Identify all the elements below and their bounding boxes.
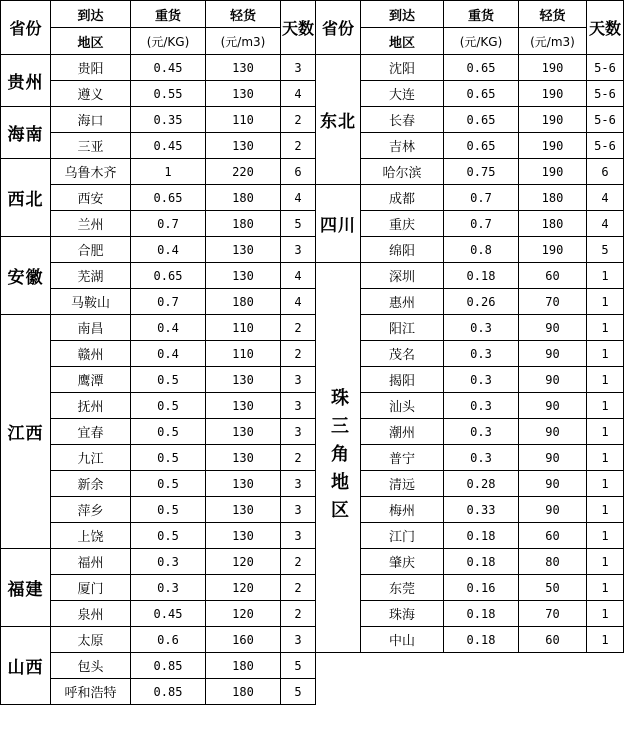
right-city-cell: 珠海 xyxy=(361,601,444,627)
table-body xyxy=(1,1,624,705)
right-city-cell: 揭阳 xyxy=(361,367,444,393)
right-days-cell: 5-6 xyxy=(587,107,624,133)
left-days-cell: 2 xyxy=(281,133,316,159)
left-heavy-rate-cell: 0.4 xyxy=(131,315,206,341)
left-light-rate-cell: 180 xyxy=(206,289,281,315)
left-destination-header: 到达 xyxy=(51,1,131,28)
right-province-header: 省份 xyxy=(316,1,361,55)
left-light-rate-cell: 130 xyxy=(206,471,281,497)
left-days-cell: 2 xyxy=(281,601,316,627)
right-city-cell: 成都 xyxy=(361,185,444,211)
left-heavy-rate-cell: 0.55 xyxy=(131,81,206,107)
right-heavy-rate-cell: 0.65 xyxy=(444,81,519,107)
right-city-cell: 吉林 xyxy=(361,133,444,159)
left-days-cell: 2 xyxy=(281,445,316,471)
left-light-rate-cell: 120 xyxy=(206,601,281,627)
right-light-rate-cell: 90 xyxy=(519,419,587,445)
table-row xyxy=(1,575,624,601)
left-days-cell: 5 xyxy=(281,679,316,705)
left-heavy-rate-cell: 0.65 xyxy=(131,263,206,289)
table-row xyxy=(1,133,624,159)
left-days-cell: 6 xyxy=(281,159,316,185)
right-light-rate-cell: 180 xyxy=(519,185,587,211)
right-heavy-rate-cell: 0.16 xyxy=(444,575,519,601)
left-light-rate-cell: 110 xyxy=(206,107,281,133)
left-city-cell: 呼和浩特 xyxy=(51,679,131,705)
left-heavy-rate-cell: 0.65 xyxy=(131,185,206,211)
right-days-cell: 5-6 xyxy=(587,55,624,81)
right-heavy-rate-cell: 0.28 xyxy=(444,471,519,497)
right-city-cell: 重庆 xyxy=(361,211,444,237)
right-heavy-rate-cell: 0.18 xyxy=(444,601,519,627)
left-city-cell: 南昌 xyxy=(51,315,131,341)
right-heavy-rate-cell: 0.26 xyxy=(444,289,519,315)
table-row xyxy=(1,81,624,107)
right-light-rate-cell: 190 xyxy=(519,133,587,159)
left-light-rate-cell: 180 xyxy=(206,653,281,679)
left-city-cell: 芜湖 xyxy=(51,263,131,289)
right-city-cell: 普宁 xyxy=(361,445,444,471)
right-light-rate-cell: 190 xyxy=(519,237,587,263)
right-days-cell: 1 xyxy=(587,497,624,523)
right-light-rate-cell: 90 xyxy=(519,315,587,341)
table-row xyxy=(1,445,624,471)
right-city-cell: 清远 xyxy=(361,471,444,497)
right-days-cell: 1 xyxy=(587,627,624,653)
left-days-cell: 3 xyxy=(281,471,316,497)
table-row xyxy=(1,185,624,211)
right-heavy-unit: (元/KG) xyxy=(444,28,519,55)
right-city-cell: 深圳 xyxy=(361,263,444,289)
right-light-rate-cell: 90 xyxy=(519,341,587,367)
right-days-cell: 1 xyxy=(587,523,624,549)
table-row xyxy=(1,107,624,133)
left-heavy-rate-cell: 0.7 xyxy=(131,289,206,315)
left-city-cell: 兰州 xyxy=(51,211,131,237)
right-light-unit: (元/m3) xyxy=(519,28,587,55)
left-light-rate-cell: 160 xyxy=(206,627,281,653)
right-city-cell: 梅州 xyxy=(361,497,444,523)
right-city-cell: 惠州 xyxy=(361,289,444,315)
right-heavy-rate-cell: 0.65 xyxy=(444,107,519,133)
table-row xyxy=(1,601,624,627)
table-row xyxy=(1,263,624,289)
left-days-cell: 3 xyxy=(281,497,316,523)
left-days-cell: 3 xyxy=(281,55,316,81)
table-row xyxy=(1,627,624,653)
right-light-rate-cell: 60 xyxy=(519,263,587,289)
left-light-rate-cell: 130 xyxy=(206,393,281,419)
right-city-cell: 潮州 xyxy=(361,419,444,445)
left-city-cell: 太原 xyxy=(51,627,131,653)
left-province-cell: 福建 xyxy=(1,549,51,627)
left-heavy-rate-cell: 0.5 xyxy=(131,471,206,497)
table-row xyxy=(1,55,624,81)
left-light-header: 轻货 xyxy=(206,1,281,28)
right-light-rate-cell: 90 xyxy=(519,471,587,497)
right-destination-header: 到达 xyxy=(361,1,444,28)
right-empty-area xyxy=(316,653,624,705)
left-heavy-rate-cell: 0.45 xyxy=(131,133,206,159)
left-light-rate-cell: 220 xyxy=(206,159,281,185)
right-city-cell: 大连 xyxy=(361,81,444,107)
left-light-rate-cell: 130 xyxy=(206,263,281,289)
right-city-cell: 肇庆 xyxy=(361,549,444,575)
right-days-cell: 4 xyxy=(587,211,624,237)
left-days-cell: 2 xyxy=(281,315,316,341)
left-light-rate-cell: 130 xyxy=(206,237,281,263)
right-days-cell: 5 xyxy=(587,237,624,263)
table-row xyxy=(1,653,624,679)
left-city-cell: 新余 xyxy=(51,471,131,497)
left-days-cell: 2 xyxy=(281,549,316,575)
left-province-header: 省份 xyxy=(1,1,51,55)
left-city-cell: 遵义 xyxy=(51,81,131,107)
left-heavy-rate-cell: 0.5 xyxy=(131,523,206,549)
left-light-rate-cell: 130 xyxy=(206,419,281,445)
right-light-rate-cell: 90 xyxy=(519,445,587,471)
right-heavy-rate-cell: 0.3 xyxy=(444,367,519,393)
left-city-cell: 鹰潭 xyxy=(51,367,131,393)
table-row xyxy=(1,289,624,315)
left-heavy-rate-cell: 0.5 xyxy=(131,497,206,523)
left-province-cell: 山西 xyxy=(1,627,51,705)
table-row xyxy=(1,341,624,367)
right-days-cell: 1 xyxy=(587,601,624,627)
right-heavy-rate-cell: 0.3 xyxy=(444,445,519,471)
right-light-rate-cell: 190 xyxy=(519,55,587,81)
left-province-cell: 安徽 xyxy=(1,237,51,315)
left-days-cell: 4 xyxy=(281,263,316,289)
left-days-cell: 2 xyxy=(281,107,316,133)
right-days-cell: 4 xyxy=(587,185,624,211)
right-heavy-rate-cell: 0.65 xyxy=(444,133,519,159)
left-light-rate-cell: 180 xyxy=(206,679,281,705)
table-row xyxy=(1,367,624,393)
left-heavy-rate-cell: 0.5 xyxy=(131,419,206,445)
right-days-cell: 1 xyxy=(587,367,624,393)
header-row xyxy=(1,1,624,28)
left-days-cell: 4 xyxy=(281,81,316,107)
right-light-header: 轻货 xyxy=(519,1,587,28)
left-heavy-rate-cell: 0.4 xyxy=(131,237,206,263)
left-light-rate-cell: 130 xyxy=(206,55,281,81)
left-city-cell: 贵阳 xyxy=(51,55,131,81)
left-heavy-rate-cell: 0.7 xyxy=(131,211,206,237)
left-light-rate-cell: 130 xyxy=(206,133,281,159)
left-heavy-rate-cell: 0.3 xyxy=(131,575,206,601)
right-days-cell: 1 xyxy=(587,263,624,289)
table-row xyxy=(1,237,624,263)
left-heavy-rate-cell: 1 xyxy=(131,159,206,185)
right-city-cell: 江门 xyxy=(361,523,444,549)
right-days-cell: 1 xyxy=(587,341,624,367)
right-heavy-rate-cell: 0.7 xyxy=(444,185,519,211)
left-light-rate-cell: 130 xyxy=(206,497,281,523)
right-city-cell: 茂名 xyxy=(361,341,444,367)
right-light-rate-cell: 190 xyxy=(519,107,587,133)
left-light-rate-cell: 180 xyxy=(206,185,281,211)
right-heavy-rate-cell: 0.75 xyxy=(444,159,519,185)
left-city-cell: 上饶 xyxy=(51,523,131,549)
right-light-rate-cell: 60 xyxy=(519,627,587,653)
right-days-cell: 1 xyxy=(587,315,624,341)
left-heavy-rate-cell: 0.5 xyxy=(131,445,206,471)
right-heavy-rate-cell: 0.3 xyxy=(444,419,519,445)
right-heavy-rate-cell: 0.33 xyxy=(444,497,519,523)
right-province-cell: 东北 xyxy=(316,55,361,185)
left-light-rate-cell: 180 xyxy=(206,211,281,237)
left-days-cell: 5 xyxy=(281,211,316,237)
right-light-rate-cell: 190 xyxy=(519,81,587,107)
right-city-cell: 绵阳 xyxy=(361,237,444,263)
left-heavy-rate-cell: 0.4 xyxy=(131,341,206,367)
left-days-cell: 3 xyxy=(281,523,316,549)
left-light-rate-cell: 130 xyxy=(206,81,281,107)
right-heavy-rate-cell: 0.18 xyxy=(444,627,519,653)
right-light-rate-cell: 70 xyxy=(519,289,587,315)
left-city-cell: 宜春 xyxy=(51,419,131,445)
left-province-cell: 江西 xyxy=(1,315,51,549)
left-days-cell: 4 xyxy=(281,185,316,211)
left-days-cell: 3 xyxy=(281,627,316,653)
left-light-rate-cell: 110 xyxy=(206,341,281,367)
right-heavy-rate-cell: 0.18 xyxy=(444,263,519,289)
left-heavy-rate-cell: 0.45 xyxy=(131,55,206,81)
left-province-cell: 西北 xyxy=(1,159,51,237)
left-heavy-rate-cell: 0.6 xyxy=(131,627,206,653)
left-light-rate-cell: 130 xyxy=(206,367,281,393)
right-city-cell: 中山 xyxy=(361,627,444,653)
table-row xyxy=(1,523,624,549)
right-days-cell: 1 xyxy=(587,575,624,601)
right-days-cell: 1 xyxy=(587,471,624,497)
left-heavy-rate-cell: 0.45 xyxy=(131,601,206,627)
right-heavy-rate-cell: 0.3 xyxy=(444,315,519,341)
left-city-cell: 合肥 xyxy=(51,237,131,263)
left-city-cell: 厦门 xyxy=(51,575,131,601)
right-city-cell: 汕头 xyxy=(361,393,444,419)
table-row xyxy=(1,471,624,497)
right-days-cell: 1 xyxy=(587,393,624,419)
right-days-header: 天数 xyxy=(587,1,624,55)
right-heavy-rate-cell: 0.3 xyxy=(444,341,519,367)
left-city-cell: 泉州 xyxy=(51,601,131,627)
left-city-cell: 乌鲁木齐 xyxy=(51,159,131,185)
left-city-cell: 马鞍山 xyxy=(51,289,131,315)
left-days-cell: 3 xyxy=(281,367,316,393)
right-heavy-rate-cell: 0.18 xyxy=(444,549,519,575)
right-days-cell: 1 xyxy=(587,289,624,315)
left-province-cell: 贵州 xyxy=(1,55,51,107)
left-city-cell: 海口 xyxy=(51,107,131,133)
right-province-cell: 四川 xyxy=(316,185,361,263)
left-days-cell: 2 xyxy=(281,575,316,601)
right-days-cell: 1 xyxy=(587,549,624,575)
left-city-cell: 三亚 xyxy=(51,133,131,159)
right-province-cell: 珠三角地区 xyxy=(316,263,361,653)
left-heavy-rate-cell: 0.3 xyxy=(131,549,206,575)
left-city-cell: 萍乡 xyxy=(51,497,131,523)
left-city-cell: 福州 xyxy=(51,549,131,575)
table-row xyxy=(1,393,624,419)
right-heavy-rate-cell: 0.65 xyxy=(444,55,519,81)
right-days-cell: 6 xyxy=(587,159,624,185)
table-row xyxy=(1,211,624,237)
left-days-header: 天数 xyxy=(281,1,316,55)
left-light-rate-cell: 130 xyxy=(206,523,281,549)
right-heavy-rate-cell: 0.3 xyxy=(444,393,519,419)
table-row xyxy=(1,419,624,445)
left-days-cell: 4 xyxy=(281,289,316,315)
right-days-cell: 5-6 xyxy=(587,81,624,107)
right-days-cell: 1 xyxy=(587,445,624,471)
right-light-rate-cell: 60 xyxy=(519,523,587,549)
left-city-cell: 赣州 xyxy=(51,341,131,367)
left-province-cell: 海南 xyxy=(1,107,51,159)
left-days-cell: 3 xyxy=(281,237,316,263)
right-destination-subheader: 地区 xyxy=(361,28,444,55)
right-light-rate-cell: 90 xyxy=(519,393,587,419)
right-heavy-rate-cell: 0.18 xyxy=(444,523,519,549)
left-city-cell: 西安 xyxy=(51,185,131,211)
left-city-cell: 抚州 xyxy=(51,393,131,419)
left-destination-subheader: 地区 xyxy=(51,28,131,55)
left-light-rate-cell: 120 xyxy=(206,549,281,575)
right-city-cell: 沈阳 xyxy=(361,55,444,81)
left-heavy-rate-cell: 0.85 xyxy=(131,653,206,679)
left-light-rate-cell: 120 xyxy=(206,575,281,601)
table-row xyxy=(1,497,624,523)
left-days-cell: 5 xyxy=(281,653,316,679)
right-heavy-rate-cell: 0.8 xyxy=(444,237,519,263)
left-city-cell: 包头 xyxy=(51,653,131,679)
left-heavy-unit: (元/KG) xyxy=(131,28,206,55)
left-city-cell: 九江 xyxy=(51,445,131,471)
left-heavy-rate-cell: 0.5 xyxy=(131,393,206,419)
left-light-rate-cell: 130 xyxy=(206,445,281,471)
left-days-cell: 3 xyxy=(281,393,316,419)
table-row xyxy=(1,549,624,575)
left-heavy-rate-cell: 0.35 xyxy=(131,107,206,133)
right-city-cell: 长春 xyxy=(361,107,444,133)
right-days-cell: 5-6 xyxy=(587,133,624,159)
right-light-rate-cell: 90 xyxy=(519,367,587,393)
left-light-rate-cell: 110 xyxy=(206,315,281,341)
right-city-cell: 东莞 xyxy=(361,575,444,601)
right-city-cell: 哈尔滨 xyxy=(361,159,444,185)
table-row xyxy=(1,315,624,341)
left-heavy-header: 重货 xyxy=(131,1,206,28)
right-days-cell: 1 xyxy=(587,419,624,445)
right-city-cell: 阳江 xyxy=(361,315,444,341)
left-days-cell: 2 xyxy=(281,341,316,367)
right-light-rate-cell: 70 xyxy=(519,601,587,627)
right-heavy-rate-cell: 0.7 xyxy=(444,211,519,237)
right-light-rate-cell: 180 xyxy=(519,211,587,237)
table-row xyxy=(1,159,624,185)
right-heavy-header: 重货 xyxy=(444,1,519,28)
left-light-unit: (元/m3) xyxy=(206,28,281,55)
left-days-cell: 3 xyxy=(281,419,316,445)
right-light-rate-cell: 190 xyxy=(519,159,587,185)
right-light-rate-cell: 50 xyxy=(519,575,587,601)
right-light-rate-cell: 90 xyxy=(519,497,587,523)
right-light-rate-cell: 80 xyxy=(519,549,587,575)
left-heavy-rate-cell: 0.5 xyxy=(131,367,206,393)
left-heavy-rate-cell: 0.85 xyxy=(131,679,206,705)
